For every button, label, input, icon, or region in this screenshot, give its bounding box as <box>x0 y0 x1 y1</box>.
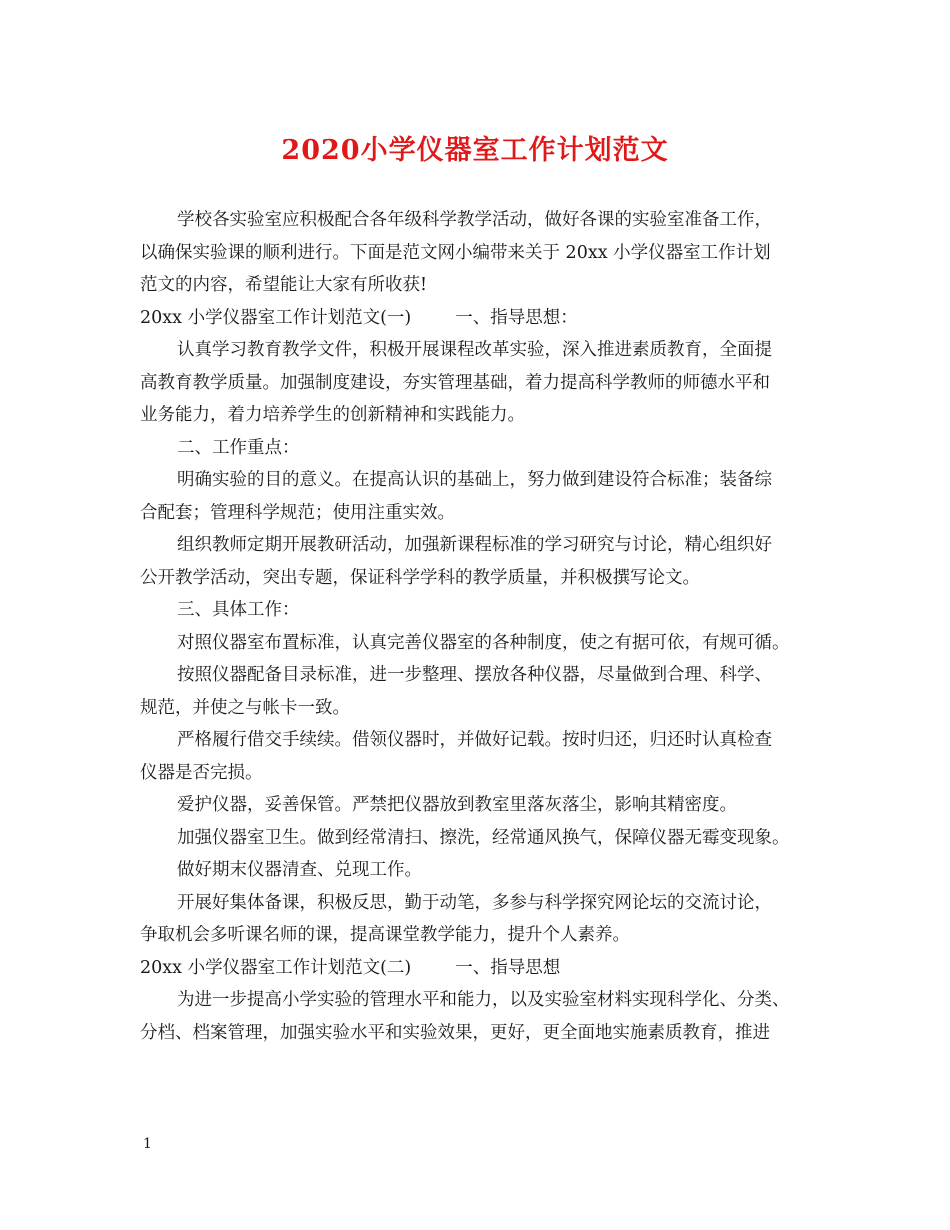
paragraph-line: 开展好集体备课，积极反思，勤于动笔，多参与科学探究网论坛的交流讨论， <box>177 892 772 913</box>
paragraph-line: 组织教师定期开展教研活动，加强新课程标准的学习研究与讨论，精心组织好 <box>177 535 772 555</box>
paragraph-line: 加强仪器室卫生。做到经常清扫、擦洗，经常通风换气，保障仪器无霉变现象。 <box>177 827 790 848</box>
subsection-heading: 一、指导思想 <box>455 957 561 978</box>
paragraph-line: 对照仪器室布置标准，认真完善仪器室的各种制度，使之有据可依，有规可循。 <box>177 632 790 653</box>
paragraph-line: 争取机会多听课名师的课，提高课堂教学能力，提升个人素养。 <box>140 925 630 945</box>
paragraph-line: 为进一步提高小学实验的管理水平和能力，以及实验室材料实现科学化、分类、 <box>177 990 790 1010</box>
subsection-heading: 二、工作重点： <box>177 437 300 458</box>
subsection-heading: 三、具体工作： <box>177 600 300 620</box>
paragraph-line: 仪器是否完损。 <box>140 762 263 783</box>
paragraph-line: 公开教学活动，突出专题，保证科学学科的教学质量，并积极撰写论文。 <box>140 567 700 588</box>
paragraph-line: 严格履行借交手续续。借领仪器时，并做好记载。按时归还，归还时认真检查 <box>177 730 772 750</box>
paragraph-line: 业务能力，着力培养学生的创新精神和实践能力。 <box>140 405 525 425</box>
paragraph-line: 明确实验的目的意义。在提高认识的基础上，努力做到建设符合标准；装备综 <box>177 470 772 490</box>
document-title: 2020小学仪器室工作计划范文 <box>281 135 669 166</box>
section-heading: 20xx 小学仪器室工作计划范文(一) <box>140 307 412 328</box>
paragraph-line: 合配套；管理科学规范；使用注重实效。 <box>140 502 455 523</box>
section-heading: 20xx 小学仪器室工作计划范文(二) <box>140 957 412 978</box>
paragraph-line: 以确保实验课的顺利进行。下面是范文网小编带来关于 20xx 小学仪器室工作计划 <box>140 242 771 263</box>
paragraph-line: 规范，并使之与帐卡一致。 <box>140 697 350 718</box>
section-heading-line <box>140 302 840 335</box>
page-number: 1 <box>143 1136 152 1152</box>
section-heading-line <box>140 952 840 985</box>
paragraph-line: 做好期末仪器清查、兑现工作。 <box>177 860 422 880</box>
paragraph-line: 认真学习教育教学文件，积极开展课程改革实验，深入推进素质教育，全面提 <box>177 340 772 360</box>
paragraph-line: 按照仪器配备目录标准，进一步整理、摆放各种仪器，尽量做到合理、科学、 <box>177 665 772 685</box>
subsection-heading: 一、指导思想： <box>455 307 578 328</box>
paragraph-line: 范文的内容，希望能让大家有所收获! <box>140 275 428 295</box>
paragraph-line: 学校各实验室应积极配合各年级科学教学活动，做好各课的实验室准备工作， <box>177 210 772 230</box>
paragraph-line: 高教育教学质量。加强制度建设，夯实管理基础，着力提高科学教师的师德水平和 <box>140 372 770 393</box>
document-body <box>140 204 840 1049</box>
paragraph-line: 分档、档案管理，加强实验水平和实验效果，更好，更全面地实施素质教育，推进 <box>140 1022 770 1043</box>
paragraph-line: 爱护仪器，妥善保管。严禁把仪器放到教室里落灰落尘，影响其精密度。 <box>177 795 737 815</box>
